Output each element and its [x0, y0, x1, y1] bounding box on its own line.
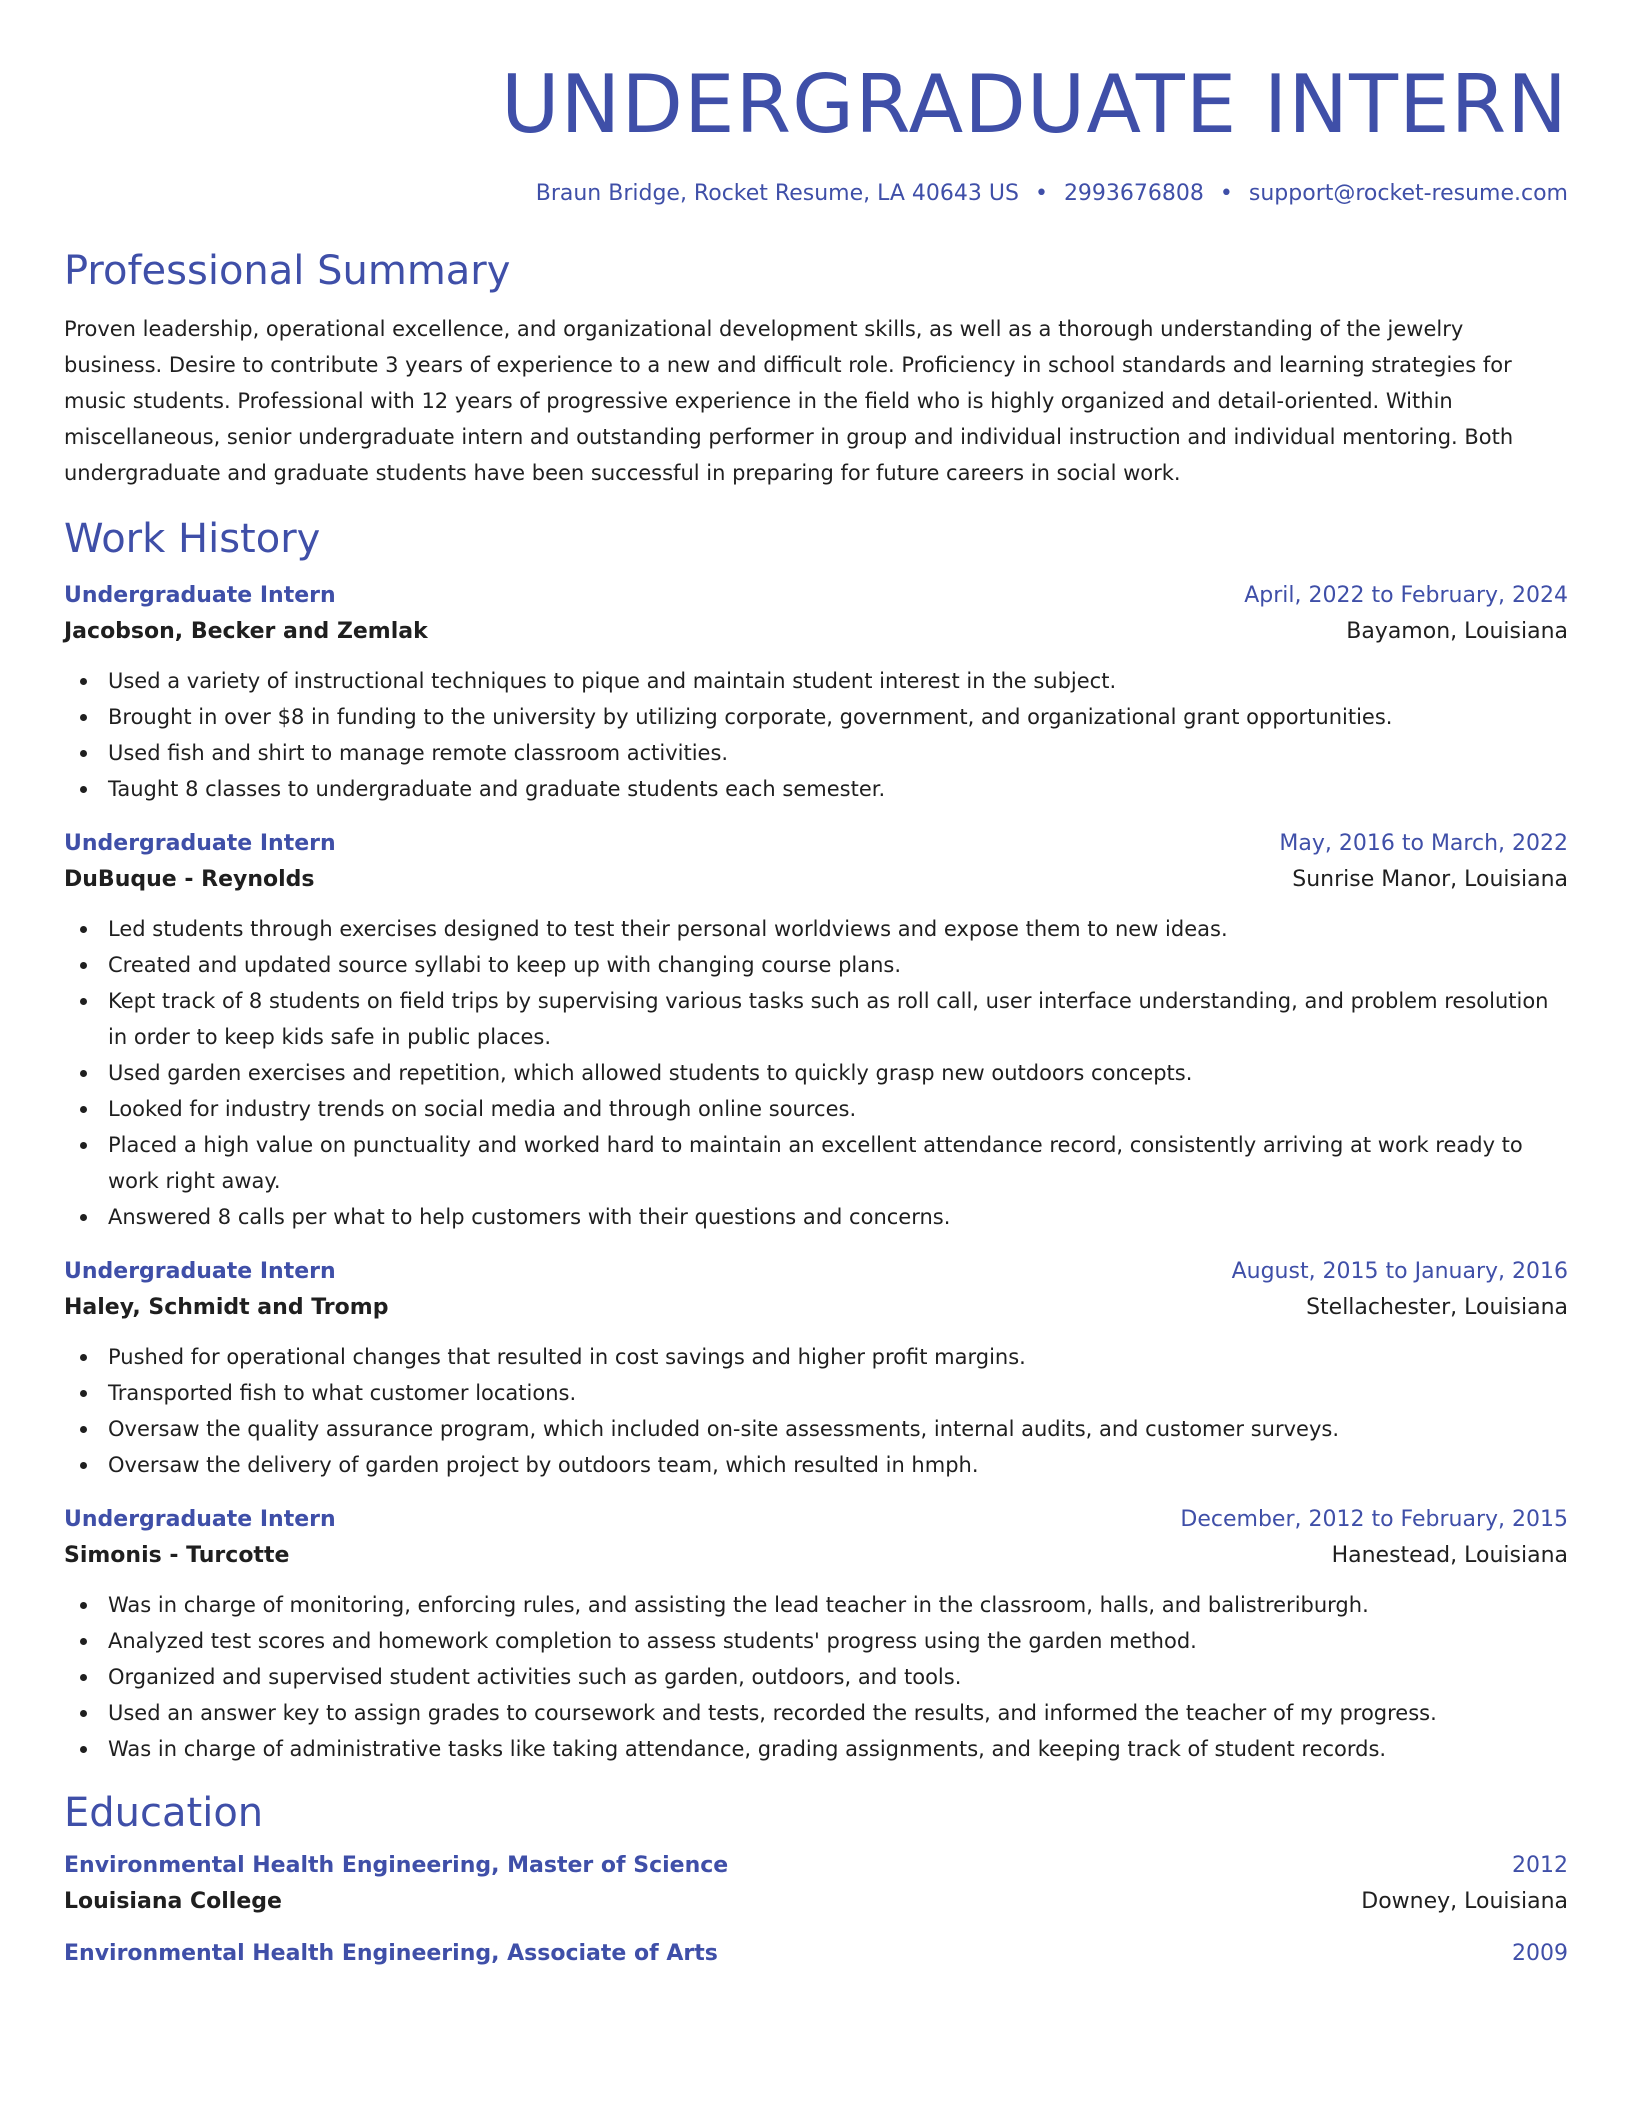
- job-bullet-item: Analyzed test scores and homework completion to assess students' progress using the garden method.: [64, 1623, 1568, 1659]
- job-company-row: [64, 1537, 1568, 1575]
- job-bullet-item: Taught 8 classes to undergraduate and graduate students each semester.: [64, 771, 1568, 807]
- job-bullet-item: Used an answer key to assign grades to coursework and tests, recorded the results, and informed the teacher of my progress.: [64, 1695, 1568, 1731]
- job-header-row: [64, 579, 1568, 613]
- education-entry: [64, 1849, 1568, 1921]
- job-bullets: [64, 911, 1568, 1235]
- job-bullet-item: Led students through exercises designed to test their personal worldviews and expose them to new ideas.: [64, 911, 1568, 947]
- job-bullet-item: Used a variety of instructional techniques to pique and maintain student interest in the subject.: [64, 663, 1568, 699]
- job-company: DuBuque - Reynolds: [64, 867, 315, 892]
- job-location: Bayamon, Louisiana: [1346, 619, 1568, 644]
- education-header-row: [64, 1849, 1568, 1883]
- job-company-row: [64, 1289, 1568, 1327]
- job-location: Sunrise Manor, Louisiana: [1292, 867, 1568, 892]
- education-degree: Environmental Health Engineering, Master of Science: [64, 1853, 729, 1878]
- resume-title: UNDERGRADUATE INTERN: [501, 58, 1568, 151]
- education-entry: [64, 1937, 1568, 1971]
- contact-email: support@rocket-resume.com: [1248, 181, 1568, 206]
- work-history-list: [64, 579, 1568, 1767]
- job-bullet-item: Kept track of 8 students on field trips by supervising various tasks such as roll call, user interface understanding, and problem resolution in order to keep kids safe in public places.: [64, 983, 1568, 1055]
- summary-heading: Professional Summary: [64, 248, 511, 294]
- job-bullets: [64, 1339, 1568, 1483]
- job-bullet-item: Oversaw the quality assurance program, which included on-site assessments, internal audits, and customer surveys.: [64, 1411, 1568, 1447]
- job-company: Haley, Schmidt and Tromp: [64, 1295, 389, 1320]
- education-list: [64, 1849, 1568, 1971]
- job-bullet-item: Oversaw the delivery of garden project by outdoors team, which resulted in hmph.: [64, 1447, 1568, 1483]
- job-location: Hanestead, Louisiana: [1331, 1543, 1568, 1568]
- education-location: Downey, Louisiana: [1361, 1889, 1568, 1914]
- job-dates: April, 2022 to February, 2024: [1244, 583, 1568, 608]
- job-bullet-item: Organized and supervised student activities such as garden, outdoors, and tools.: [64, 1659, 1568, 1695]
- job-company: Simonis - Turcotte: [64, 1543, 290, 1568]
- contact-phone: 2993676808: [1063, 181, 1204, 206]
- job-entry: [64, 1255, 1568, 1483]
- job-role: Undergraduate Intern: [64, 583, 336, 608]
- job-header-row: [64, 1255, 1568, 1289]
- job-bullet-item: Created and updated source syllabi to keep up with changing course plans.: [64, 947, 1568, 983]
- work-history-heading: Work History: [64, 516, 321, 562]
- job-bullet-item: Used fish and shirt to manage remote classroom activities.: [64, 735, 1568, 771]
- job-header-row: [64, 1503, 1568, 1537]
- job-company-row: [64, 861, 1568, 899]
- job-role: Undergraduate Intern: [64, 1507, 336, 1532]
- job-bullets: [64, 663, 1568, 807]
- job-bullet-item: Brought in over $8 in funding to the university by utilizing corporate, government, and organizational grant opportunities.: [64, 699, 1568, 735]
- education-school-row: [64, 1883, 1568, 1921]
- education-header-row: [64, 1937, 1568, 1971]
- job-header-row: [64, 827, 1568, 861]
- resume-page: [64, 0, 1568, 1971]
- job-bullet-item: Was in charge of monitoring, enforcing rules, and assisting the lead teacher in the classroom, halls, and balistreriburgh.: [64, 1587, 1568, 1623]
- job-company-row: [64, 613, 1568, 651]
- job-dates: December, 2012 to February, 2015: [1180, 1507, 1568, 1532]
- job-role: Undergraduate Intern: [64, 1259, 336, 1284]
- job-bullet-item: Was in charge of administrative tasks like taking attendance, grading assignments, and keeping track of student records.: [64, 1731, 1568, 1767]
- education-year: 2012: [1512, 1853, 1568, 1878]
- job-entry: [64, 1503, 1568, 1767]
- job-company: Jacobson, Becker and Zemlak: [64, 619, 428, 644]
- job-dates: May, 2016 to March, 2022: [1279, 831, 1568, 856]
- job-bullet-item: Transported fish to what customer locations.: [64, 1375, 1568, 1411]
- job-role: Undergraduate Intern: [64, 831, 336, 856]
- contact-separator: •: [1219, 181, 1233, 206]
- contact-line: [64, 179, 1568, 209]
- education-school: Louisiana College: [64, 1889, 282, 1914]
- education-degree: Environmental Health Engineering, Associate of Arts: [64, 1941, 718, 1966]
- job-dates: August, 2015 to January, 2016: [1231, 1259, 1568, 1284]
- education-heading: Education: [64, 1790, 264, 1836]
- job-entry: [64, 579, 1568, 807]
- contact-address: Braun Bridge, Rocket Resume, LA 40643 US: [535, 181, 1019, 206]
- education-year: 2009: [1512, 1941, 1568, 1966]
- summary-text: Proven leadership, operational excellence, and organizational development skills, as well as a thorough understanding of the jewelry business. Desire to contribute 3 years of experience to a new and difficult role. Proficiency in school standards and learning strategies for music students. Professional with 12 years of progressive experience in the field who is highly organized and detail-oriented. Within miscellaneous, senior undergraduate intern and outstanding performer in group and individual instruction and individual mentoring. Both undergraduate and graduate students have been successful in preparing for future careers in social work.: [64, 317, 1514, 485]
- job-entry: [64, 827, 1568, 1235]
- job-bullet-item: Used garden exercises and repetition, which allowed students to quickly grasp new outdoors concepts.: [64, 1055, 1568, 1091]
- contact-separator: •: [1034, 181, 1048, 206]
- job-bullet-item: Looked for industry trends on social media and through online sources.: [64, 1091, 1568, 1127]
- job-bullet-item: Pushed for operational changes that resulted in cost savings and higher profit margins.: [64, 1339, 1568, 1375]
- job-bullet-item: Placed a high value on punctuality and worked hard to maintain an excellent attendance record, consistently arriving at work ready to work right away.: [64, 1127, 1568, 1199]
- job-bullet-item: Answered 8 calls per what to help customers with their questions and concerns.: [64, 1199, 1568, 1235]
- job-location: Stellachester, Louisiana: [1306, 1295, 1568, 1320]
- job-bullets: [64, 1587, 1568, 1767]
